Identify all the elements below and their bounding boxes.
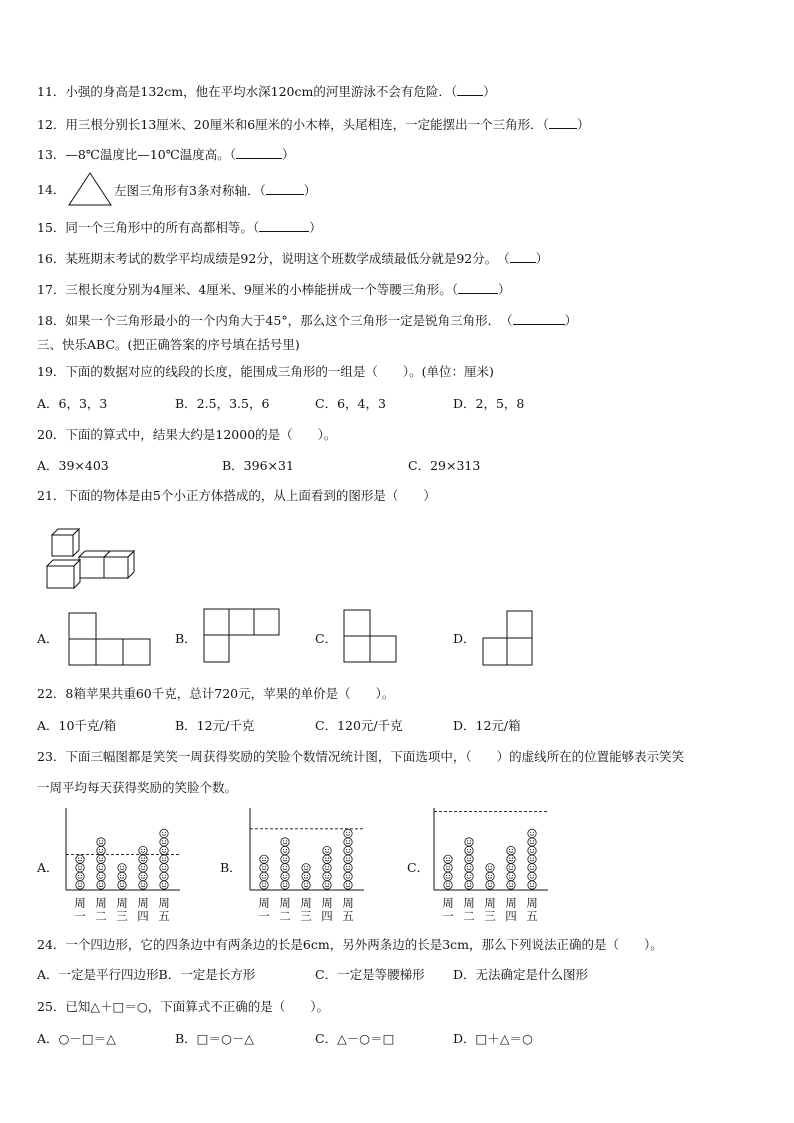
smiley-face-icon xyxy=(97,838,105,846)
day-label: 四 xyxy=(137,909,149,923)
smiley-face-icon xyxy=(76,864,84,872)
day-label: 四 xyxy=(321,909,333,923)
smiley-face-icon xyxy=(486,881,494,889)
q21-shape-c xyxy=(343,609,397,663)
day-label: 二 xyxy=(279,909,291,923)
smiley-face-icon xyxy=(507,872,515,880)
q25-option-b[interactable]: B．□＝○－△ xyxy=(175,1031,255,1046)
q25-option-a[interactable]: A．○－□＝△ xyxy=(37,1031,116,1046)
smiley-face-icon xyxy=(444,864,452,872)
smiley-face-icon xyxy=(97,846,105,854)
q20-option-a[interactable]: A．39×403 xyxy=(37,458,109,473)
smiley-face-icon xyxy=(323,864,331,872)
q21-option-c[interactable]: C． xyxy=(315,631,338,646)
smiley-face-icon xyxy=(97,855,105,863)
smiley-face-icon xyxy=(281,881,289,889)
smiley-face-icon xyxy=(160,864,168,872)
question-25: 25．已知△＋□＝○，下面算式不正确的是（ ）。 xyxy=(37,999,329,1014)
smiley-face-icon xyxy=(139,855,147,863)
smiley-face-icon xyxy=(76,855,84,863)
smiley-face-icon xyxy=(76,881,84,889)
answer-blank-11[interactable] xyxy=(457,83,483,96)
day-label: 周 xyxy=(463,896,475,910)
smiley-face-icon xyxy=(160,872,168,880)
smiley-face-icon xyxy=(507,846,515,854)
smiley-face-icon xyxy=(465,864,473,872)
day-label: 五 xyxy=(342,909,354,923)
question-23-line2: 一周平均每天获得奖励的笑脸个数。 xyxy=(37,780,238,795)
smiley-face-icon xyxy=(465,855,473,863)
smiley-face-icon xyxy=(160,829,168,837)
smiley-face-icon xyxy=(444,881,452,889)
day-label: 二 xyxy=(95,909,107,923)
smiley-face-icon xyxy=(118,864,126,872)
smiley-face-icon xyxy=(528,829,536,837)
day-label: 五 xyxy=(526,909,538,923)
day-label: 周 xyxy=(258,896,270,910)
smiley-face-icon xyxy=(139,881,147,889)
q19-option-d[interactable]: D．2，5，8 xyxy=(453,396,525,411)
smiley-face-icon xyxy=(281,872,289,880)
q21-option-a[interactable]: A． xyxy=(37,631,59,646)
smiley-face-icon xyxy=(260,864,268,872)
smiley-face-icon xyxy=(281,855,289,863)
smiley-face-icon xyxy=(507,881,515,889)
day-label: 周 xyxy=(442,896,454,910)
smiley-face-icon xyxy=(160,846,168,854)
smiley-face-icon xyxy=(260,872,268,880)
smiley-face-icon xyxy=(344,829,352,837)
smiley-face-icon xyxy=(76,872,84,880)
q21-option-b[interactable]: B． xyxy=(175,631,197,646)
q24-option-c[interactable]: C．一定是等腰梯形 xyxy=(315,967,425,982)
smiley-face-icon xyxy=(323,881,331,889)
question-19: 19．下面的数据对应的线段的长度，能围成三角形的一组是（ ）。(单位：厘米) xyxy=(37,364,494,379)
q22-option-a[interactable]: A．10千克/箱 xyxy=(37,718,117,733)
question-21: 21．下面的物体是由5个小正方体搭成的，从上面看到的图形是（ ） xyxy=(37,488,436,503)
smiley-face-icon xyxy=(139,864,147,872)
q21-shape-d xyxy=(482,610,534,666)
smiley-face-icon xyxy=(465,881,473,889)
smiley-face-icon xyxy=(302,864,310,872)
q20-option-c[interactable]: C．29×313 xyxy=(408,458,481,473)
smiley-face-icon xyxy=(281,846,289,854)
smiley-face-icon xyxy=(97,864,105,872)
question-20: 20．下面的算式中，结果大约是12000的是（ ）。 xyxy=(37,427,337,442)
smiley-face-icon xyxy=(528,838,536,846)
smiley-face-icon xyxy=(281,838,289,846)
smiley-face-icon xyxy=(465,838,473,846)
question-12: 12．用三根分别长13厘米、20厘米和6厘米的小木棒，头尾相连，一定能摆出一个三角形．（ ） xyxy=(37,117,590,132)
day-label: 一 xyxy=(74,909,86,923)
smiley-face-icon xyxy=(528,872,536,880)
answer-blank-13[interactable] xyxy=(236,146,282,159)
smiley-face-icon xyxy=(444,855,452,863)
smiley-face-icon xyxy=(302,872,310,880)
answer-blank-12[interactable] xyxy=(549,116,577,129)
smiley-face-icon xyxy=(344,872,352,880)
smiley-face-icon xyxy=(528,881,536,889)
smiley-chart-b xyxy=(248,808,366,894)
day-label: 周 xyxy=(158,896,170,910)
q21-shape-a xyxy=(68,612,152,666)
day-label: 周 xyxy=(137,896,149,910)
smiley-face-icon xyxy=(344,881,352,889)
smiley-face-icon xyxy=(344,838,352,846)
day-label: 三 xyxy=(300,909,312,923)
smiley-face-icon xyxy=(344,855,352,863)
day-label: 三 xyxy=(116,909,128,923)
question-14: 左图三角形有3条对称轴．（ ） xyxy=(114,183,317,198)
day-label: 周 xyxy=(526,896,538,910)
q19-option-b[interactable]: B．2.5，3.5，6 xyxy=(175,396,270,411)
day-label: 五 xyxy=(158,909,170,923)
question-22: 22．8箱苹果共重60千克，总计720元，苹果的单价是（ ）。 xyxy=(37,686,395,701)
smiley-face-icon xyxy=(118,872,126,880)
q22-option-c[interactable]: C．120元/千克 xyxy=(315,718,403,733)
smiley-face-icon xyxy=(528,864,536,872)
smiley-face-icon xyxy=(281,864,289,872)
day-label: 周 xyxy=(116,896,128,910)
smiley-face-icon xyxy=(160,881,168,889)
day-label: 周 xyxy=(484,896,496,910)
smiley-face-icon xyxy=(160,855,168,863)
question-14-num: 14． xyxy=(37,182,66,197)
day-label: 周 xyxy=(342,896,354,910)
smiley-face-icon xyxy=(507,855,515,863)
smiley-face-icon xyxy=(344,864,352,872)
smiley-face-icon xyxy=(507,864,515,872)
smiley-face-icon xyxy=(302,881,310,889)
smiley-face-icon xyxy=(97,881,105,889)
day-label: 周 xyxy=(505,896,517,910)
answer-blank-15[interactable] xyxy=(259,219,309,232)
day-label: 周 xyxy=(95,896,107,910)
question-17: 17．三根长度分别为4厘米、4厘米、9厘米的小棒能拼成一个等腰三角形。（ ） xyxy=(37,282,511,297)
smiley-face-icon xyxy=(444,872,452,880)
smiley-face-icon xyxy=(323,855,331,863)
q19-option-c[interactable]: C．6，4，3 xyxy=(315,396,386,411)
q21-option-d[interactable]: D． xyxy=(453,631,476,646)
smiley-face-icon xyxy=(118,881,126,889)
day-label: 周 xyxy=(300,896,312,910)
smiley-face-icon xyxy=(139,846,147,854)
q25-option-c[interactable]: C．△－○＝□ xyxy=(315,1031,395,1046)
section-heading: 三、快乐ABC。(把正确答案的序号填在括号里) xyxy=(37,337,300,352)
question-15: 15．同一个三角形中的所有高都相等。（ ） xyxy=(37,220,322,235)
q24-option-ab[interactable]: A．一定是平行四边形B．一定是长方形 xyxy=(37,967,256,982)
question-11: 11．小强的身高是132cm，他在平均水深120cm的河里游泳不会有危险．（ ） xyxy=(37,84,496,99)
q23-option-a[interactable]: A． xyxy=(37,860,59,875)
q23-option-b[interactable]: B． xyxy=(220,860,242,875)
day-label: 周 xyxy=(74,896,86,910)
smiley-face-icon xyxy=(260,855,268,863)
smiley-face-icon xyxy=(486,872,494,880)
day-label: 周 xyxy=(279,896,291,910)
triangle-figure xyxy=(68,172,112,206)
day-label: 一 xyxy=(442,909,454,923)
smiley-face-icon xyxy=(528,855,536,863)
smiley-chart-a xyxy=(64,808,182,894)
day-label: 四 xyxy=(505,909,517,923)
smiley-face-icon xyxy=(323,872,331,880)
smiley-chart-c xyxy=(432,808,550,894)
answer-blank-17[interactable] xyxy=(458,281,498,294)
q23-option-c[interactable]: C． xyxy=(407,860,430,875)
question-24: 24．一个四边形，它的四条边中有两条边的长是6cm，另外两条边的长是3cm，那么下列说法正确的是（ ）。 xyxy=(37,937,663,952)
q19-option-a[interactable]: A．6，3，3 xyxy=(37,396,108,411)
smiley-face-icon xyxy=(465,846,473,854)
smiley-face-icon xyxy=(97,872,105,880)
smiley-face-icon xyxy=(344,846,352,854)
smiley-face-icon xyxy=(528,846,536,854)
smiley-face-icon xyxy=(486,864,494,872)
question-23-line1: 23．下面三幅图都是笑笑一周获得奖励的笑脸个数情况统计图，下面选项中，（ ）的虚线所在的位置能够表示笑笑 xyxy=(37,749,685,764)
q22-option-b[interactable]: B．12元/千克 xyxy=(175,718,255,733)
smiley-face-icon xyxy=(139,872,147,880)
q25-option-d[interactable]: D．□＋△＝○ xyxy=(453,1031,533,1046)
cube-stack-figure xyxy=(46,526,136,592)
q20-option-b[interactable]: B．396×31 xyxy=(222,458,294,473)
q24-option-d[interactable]: D．无法确定是什么图形 xyxy=(453,967,589,982)
answer-blank-18[interactable] xyxy=(513,312,565,325)
smiley-face-icon xyxy=(160,838,168,846)
day-label: 一 xyxy=(258,909,270,923)
day-label: 周 xyxy=(321,896,333,910)
q21-shape-b xyxy=(203,608,281,664)
question-13: 13．—8℃温度比—10℃温度高。（ ） xyxy=(37,147,295,162)
smiley-face-icon xyxy=(260,881,268,889)
question-18: 18．如果一个三角形最小的一个内角大于45°，那么这个三角形一定是锐角三角形． （ ） xyxy=(37,313,578,328)
day-label: 三 xyxy=(484,909,496,923)
answer-blank-16[interactable] xyxy=(510,250,536,263)
q22-option-d[interactable]: D．12元/箱 xyxy=(453,718,521,733)
smiley-face-icon xyxy=(323,846,331,854)
day-label: 二 xyxy=(463,909,475,923)
question-16: 16．某班期末考试的数学平均成绩是92分，说明这个班数学成绩最低分就是92分。 （ ） xyxy=(37,251,549,266)
smiley-face-icon xyxy=(465,872,473,880)
answer-blank-14[interactable] xyxy=(266,182,304,195)
